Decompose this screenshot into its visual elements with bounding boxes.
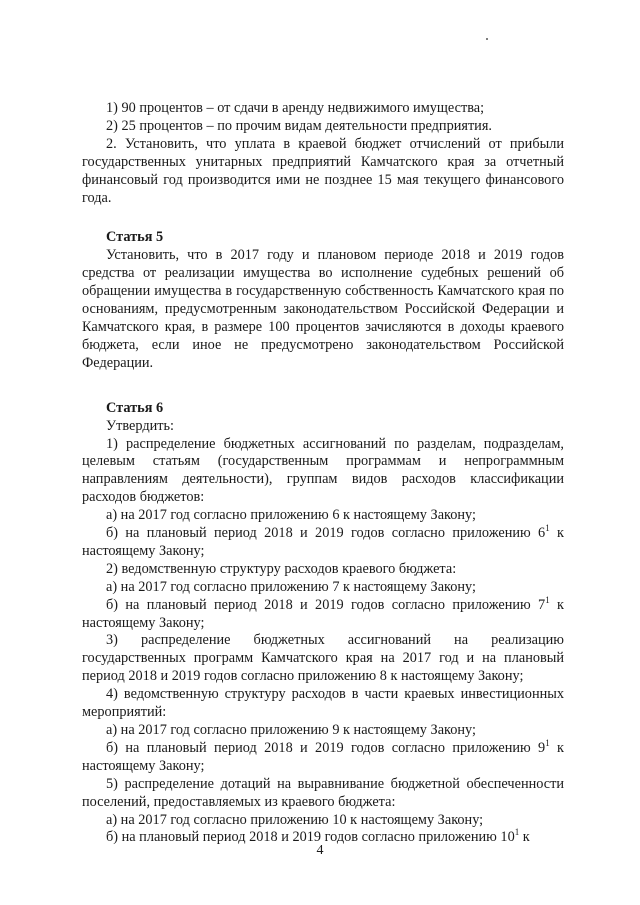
paragraph: а) на 2017 год согласно приложению 6 к настоящему Закону; bbox=[106, 507, 476, 524]
paragraph: б) на плановый период 2018 и 2019 годов согласно приложению $7^1$ к настоящему Закону; bbox=[82, 594, 565, 631]
paragraph: 1) 90 процентов – от сдачи в аренду недвижимого имущества; bbox=[106, 100, 485, 116]
paragraph: Утвердить: bbox=[106, 417, 175, 434]
paragraph: 2) ведомственную структуру расходов краевого бюджета: bbox=[106, 560, 457, 577]
paragraph: б) на плановый период 2018 и 2019 годов согласно приложению $10^1$ к bbox=[106, 827, 530, 846]
article-6-heading: Статья 6 bbox=[106, 399, 164, 416]
paragraph: б) на плановый период 2018 и 2019 годов согласно приложению $6^1$ к настоящему Закону; bbox=[82, 523, 565, 559]
paragraph: 2. Установить, что уплата в краевой бюджет отчислений от прибыли государственных унитарных предприятий Камчатского края за отчетный финансовый год производится ими не позднее 15 мая текущего финансового года. bbox=[82, 135, 564, 206]
document-body bbox=[82, 100, 564, 847]
paragraph: а) на 2017 год согласно приложению 7 к настоящему Закону; bbox=[106, 578, 476, 595]
paragraph: 4) ведомственную структуру расходов в части краевых инвестиционных мероприятий: bbox=[82, 686, 564, 721]
paragraph: а) на 2017 год согласно приложению 10 к настоящему Закону; bbox=[106, 811, 484, 828]
paragraph: б) на плановый период 2018 и 2019 годов согласно приложению $9^1$ к настоящему Закону; bbox=[82, 737, 565, 774]
scan-speck bbox=[486, 38, 488, 40]
paragraph: 5) распределение дотаций на выравнивание бюджетной обеспеченности поселений, предоставляемых из краевого бюджета: bbox=[82, 775, 564, 810]
page-number: 4 bbox=[316, 843, 324, 858]
paragraph: 1) распределение бюджетных ассигнований по разделам, подразделам, целевым статьям (государственным программам и непрограммным направлениям деятельности), группам видов расходов классификации расходов бюджетов: bbox=[82, 435, 564, 506]
paragraph: 2) 25 процентов – по прочим видам деятельности предприятия. bbox=[106, 117, 492, 134]
article-5-heading: Статья 5 bbox=[106, 229, 164, 246]
paragraph: 3) распределение бюджетных ассигнований на реализацию государственных программ Камчатского края на 2017 год и на плановый период 2018 и 2019 годов согласно приложению 8 к настоящему Закону; bbox=[82, 632, 564, 685]
paragraph: Установить, что в 2017 году и плановом периоде 2018 и 2019 годов средства от реализации имущества во исполнение судебных решений об обращении имущества в государственную собственность Камчатского края по основаниям, предусмотренным законодательством Российской Федерации и Камчатского края, в размере 100 процентов зачисляются в доходы краевого бюджета, если иное не предусмотрено законодательством Российской Федерации. bbox=[82, 247, 564, 371]
paragraph: а) на 2017 год согласно приложению 9 к настоящему Закону; bbox=[106, 722, 476, 738]
